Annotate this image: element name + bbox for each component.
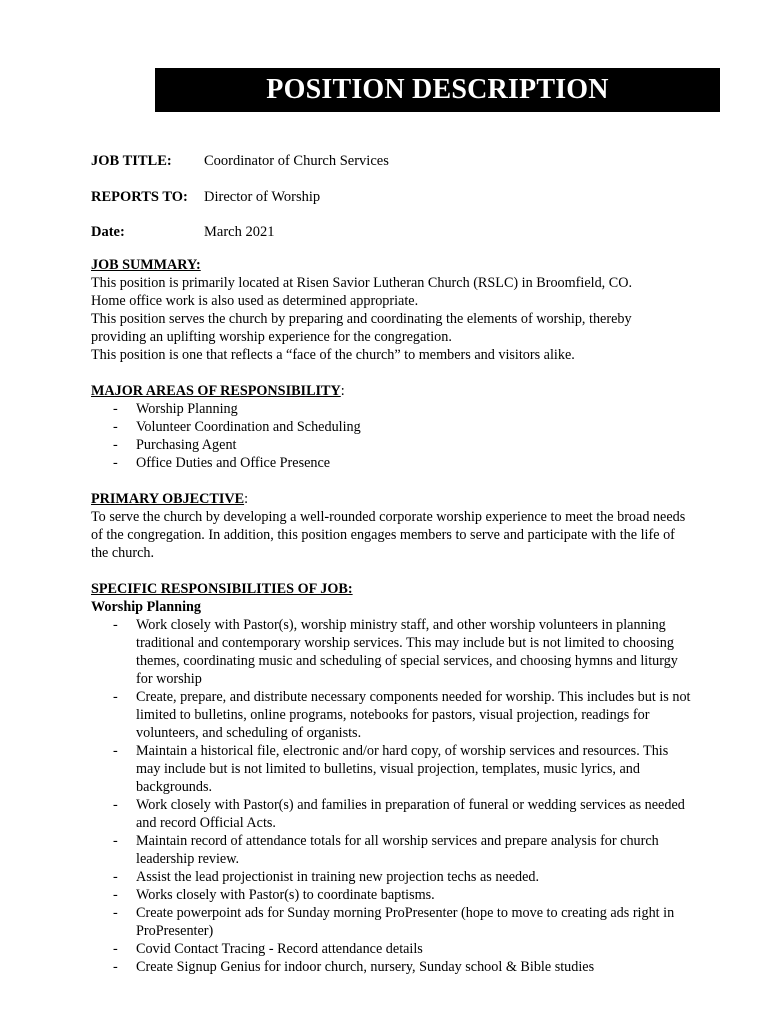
job-title-value: Coordinator of Church Services <box>204 153 389 169</box>
summary-line: This position is one that reflects a “face of the church” to members and visitors alike. <box>91 347 575 363</box>
major-areas-heading: MAJOR AREAS OF RESPONSIBILITY <box>91 383 341 399</box>
major-areas-heading-row <box>91 382 691 400</box>
list-item: - Purchasing Agent <box>91 436 691 454</box>
list-item: - Work closely with Pastor(s) and families in preparation of funeral or wedding services as needed and record Official Acts. <box>91 796 691 832</box>
list-item: - Office Duties and Office Presence <box>91 454 691 472</box>
list-item: - Assist the lead projectionist in training new projection techs as needed. <box>91 868 691 886</box>
major-areas-list <box>91 400 691 472</box>
document-body <box>91 256 691 976</box>
list-item: - Covid Contact Tracing - Record attendance details <box>91 940 691 958</box>
list-item: - Create powerpoint ads for Sunday morning ProPresenter (hope to move to creating ads right in ProPresenter) <box>91 904 691 940</box>
list-item: - Volunteer Coordination and Scheduling <box>91 418 691 436</box>
reports-to-label: REPORTS TO: <box>91 189 188 205</box>
date-label: Date: <box>91 224 125 240</box>
list-item: - Work closely with Pastor(s), worship ministry staff, and other worship volunteers in planning traditional and contemporary worship services. This may include but is not limited to choosing themes, coordinating music and scheduling of special services, and choosing hymns and liturgy for worship <box>91 616 691 688</box>
summary-line: Home office work is also used as determined appropriate. <box>91 293 419 309</box>
list-item: - Create, prepare, and distribute necessary components needed for worship. This includes but is not limited to bulletins, online programs, notebooks for pastors, visual projection, readings for volunteers, and scheduling of organists. <box>91 688 691 742</box>
list-item: - Worship Planning <box>91 400 691 418</box>
worship-planning-subheading: Worship Planning <box>91 599 201 615</box>
list-item: - Create Signup Genius for indoor church, nursery, Sunday school & Bible studies <box>91 958 691 976</box>
reports-to-value: Director of Worship <box>204 189 321 205</box>
list-item: - Maintain a historical file, electronic and/or hard copy, of worship services and resources. This may include but is not limited to bulletins, visual projection, templates, music lyrics, and backgrounds. <box>91 742 691 796</box>
date-value: March 2021 <box>204 224 275 240</box>
list-item: - Works closely with Pastor(s) to coordinate baptisms. <box>91 886 691 904</box>
page-title: POSITION DESCRIPTION <box>155 68 720 112</box>
list-item: - Maintain record of attendance totals for all worship services and prepare analysis for church leadership review. <box>91 832 691 868</box>
heading-colon: : <box>340 383 345 399</box>
heading-colon: : <box>244 491 249 507</box>
summary-line: This position serves the church by preparing and coordinating the elements of worship, thereby <box>91 311 632 327</box>
responsibilities-list <box>91 616 691 976</box>
primary-objective-heading-row <box>91 490 691 508</box>
summary-line: providing an uplifting worship experience for the congregation. <box>91 329 452 345</box>
job-title-label: JOB TITLE: <box>91 153 172 169</box>
primary-objective-text: To serve the church by developing a well-rounded corporate worship experience to meet the broad needs of the congregation. In addition, this position engages members to serve and participate with the life of the church. <box>91 509 686 561</box>
primary-objective-heading: PRIMARY OBJECTIVE <box>91 491 245 507</box>
specific-responsibilities-heading: SPECIFIC RESPONSIBILITIES OF JOB: <box>91 581 353 597</box>
summary-line: This position is primarily located at Risen Savior Lutheran Church (RSLC) in Broomfield, CO. <box>91 275 633 291</box>
job-summary-heading: JOB SUMMARY: <box>91 257 201 273</box>
